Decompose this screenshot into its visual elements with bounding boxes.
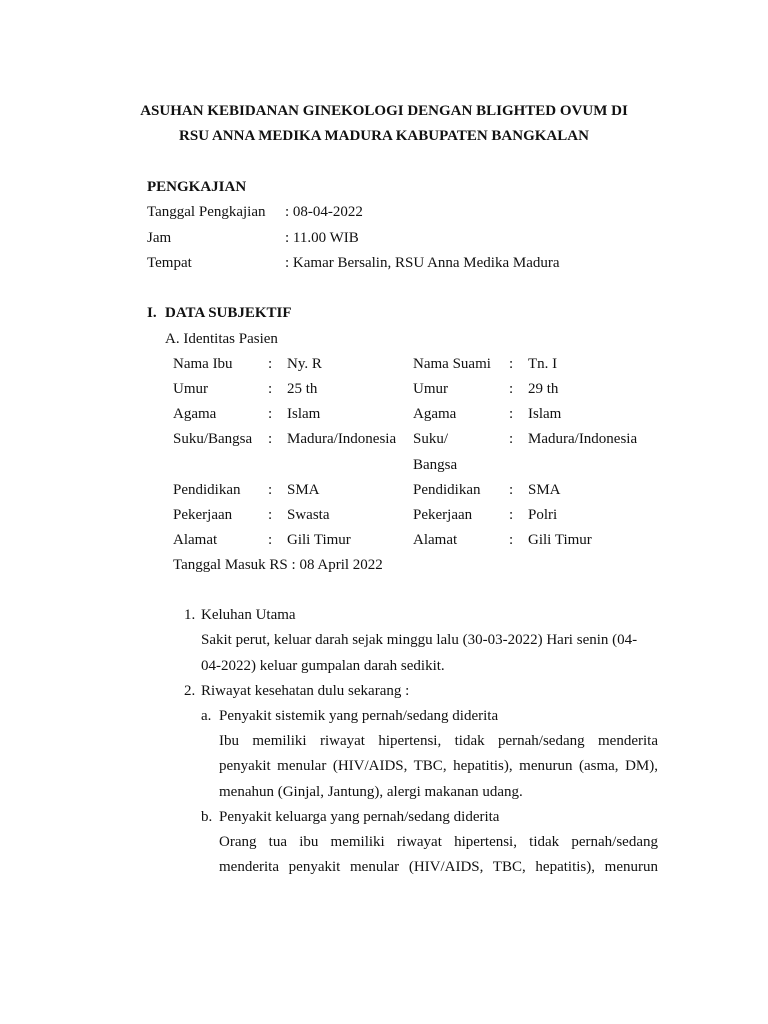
pengkajian-value-tempat: : Kamar Bersalin, RSU Anna Medika Madura <box>285 255 560 271</box>
suami-label-bangsa: Bangsa <box>413 457 458 473</box>
ibu-label-agama: Agama <box>173 406 217 422</box>
item-number: 1. <box>184 607 196 623</box>
colon: : <box>268 431 273 447</box>
suami-label-nama: Nama Suami <box>413 356 491 372</box>
document-title-line-2: RSU ANNA MEDIKA MADURA KABUPATEN BANGKALAN <box>179 128 589 144</box>
ibu-value-umur: 25 th <box>287 381 318 397</box>
colon: : <box>509 482 514 498</box>
suami-value-umur: 29 th <box>528 381 559 397</box>
riwayat-b-line-2: menderita penyakit menular (HIV/AIDS, TBC, hepatitis), menurun <box>219 859 658 875</box>
colon: : <box>268 482 273 498</box>
subitem-letter: b. <box>201 809 213 825</box>
subsection-identitas: A. Identitas Pasien <box>165 331 278 347</box>
riwayat-a-line-3: menahun (Ginjal, Jantung), alergi makanan udang. <box>219 784 523 800</box>
document-title-line-1: ASUHAN KEBIDANAN GINEKOLOGI DENGAN BLIGHTED OVUM DI <box>140 103 628 119</box>
ibu-label-pendidikan: Pendidikan <box>173 482 241 498</box>
riwayat-b-heading: Penyakit keluarga yang pernah/sedang diderita <box>219 809 500 825</box>
ibu-label-suku: Suku/Bangsa <box>173 431 253 447</box>
subitem-letter: a. <box>201 708 212 724</box>
pengkajian-value-jam: : 11.00 WIB <box>285 230 359 246</box>
ibu-label-alamat: Alamat <box>173 532 218 548</box>
colon: : <box>268 381 273 397</box>
suami-label-alamat: Alamat <box>413 532 458 548</box>
keluhan-line-1: Sakit perut, keluar darah sejak minggu lalu (30-03-2022) Hari senin (04- <box>201 632 638 648</box>
pengkajian-value-tanggal: : 08-04-2022 <box>285 204 363 220</box>
section-heading: DATA SUBJEKTIF <box>165 305 292 321</box>
pengkajian-heading: PENGKAJIAN <box>147 179 247 195</box>
section-number: I. <box>147 305 157 321</box>
ibu-value-alamat: Gili Timur <box>287 532 351 548</box>
suami-label-umur: Umur <box>413 381 448 397</box>
colon: : <box>509 406 514 422</box>
ibu-value-agama: Islam <box>287 406 321 422</box>
keluhan-heading: Keluhan Utama <box>201 607 296 623</box>
riwayat-a-line-1: Ibu memiliki riwayat hipertensi, tidak pernah/sedang menderita <box>219 733 658 749</box>
colon: : <box>268 532 273 548</box>
pengkajian-label-tanggal: Tanggal Pengkajian <box>147 204 266 220</box>
ibu-value-nama: Ny. R <box>287 356 322 372</box>
colon: : <box>268 406 273 422</box>
colon: : <box>509 507 514 523</box>
ibu-label-pekerjaan: Pekerjaan <box>173 507 233 523</box>
suami-value-suku: Madura/Indonesia <box>528 431 638 447</box>
suami-label-suku: Suku/ <box>413 431 449 447</box>
suami-label-pendidikan: Pendidikan <box>413 482 481 498</box>
suami-value-pekerjaan: Polri <box>528 507 558 523</box>
item-number: 2. <box>184 683 196 699</box>
ibu-value-pendidikan: SMA <box>287 482 320 498</box>
suami-value-pendidikan: SMA <box>528 482 561 498</box>
keluhan-line-2: 04-2022) keluar gumpalan darah sedikit. <box>201 658 445 674</box>
colon: : <box>509 532 514 548</box>
colon: : <box>509 431 514 447</box>
riwayat-b-line-1: Orang tua ibu memiliki riwayat hipertensi, tidak pernah/sedang <box>219 834 658 850</box>
riwayat-a-heading: Penyakit sistemik yang pernah/sedang diderita <box>219 708 499 724</box>
ibu-value-suku: Madura/Indonesia <box>287 431 397 447</box>
colon: : <box>509 356 514 372</box>
ibu-label-umur: Umur <box>173 381 208 397</box>
suami-value-alamat: Gili Timur <box>528 532 592 548</box>
colon: : <box>268 356 273 372</box>
suami-label-agama: Agama <box>413 406 457 422</box>
ibu-label-nama: Nama Ibu <box>173 356 233 372</box>
pengkajian-label-jam: Jam <box>147 230 172 246</box>
suami-value-nama: Tn. I <box>528 356 558 372</box>
ibu-value-pekerjaan: Swasta <box>287 507 330 523</box>
suami-value-agama: Islam <box>528 406 562 422</box>
colon: : <box>509 381 514 397</box>
riwayat-a-line-2: penyakit menular (HIV/AIDS, TBC, hepatitis), menurun (asma, DM), <box>219 758 658 774</box>
pengkajian-label-tempat: Tempat <box>147 255 192 271</box>
riwayat-heading: Riwayat kesehatan dulu sekarang : <box>201 683 410 699</box>
colon: : <box>268 507 273 523</box>
suami-label-pekerjaan: Pekerjaan <box>413 507 473 523</box>
tanggal-masuk-rs: Tanggal Masuk RS : 08 April 2022 <box>173 557 383 573</box>
